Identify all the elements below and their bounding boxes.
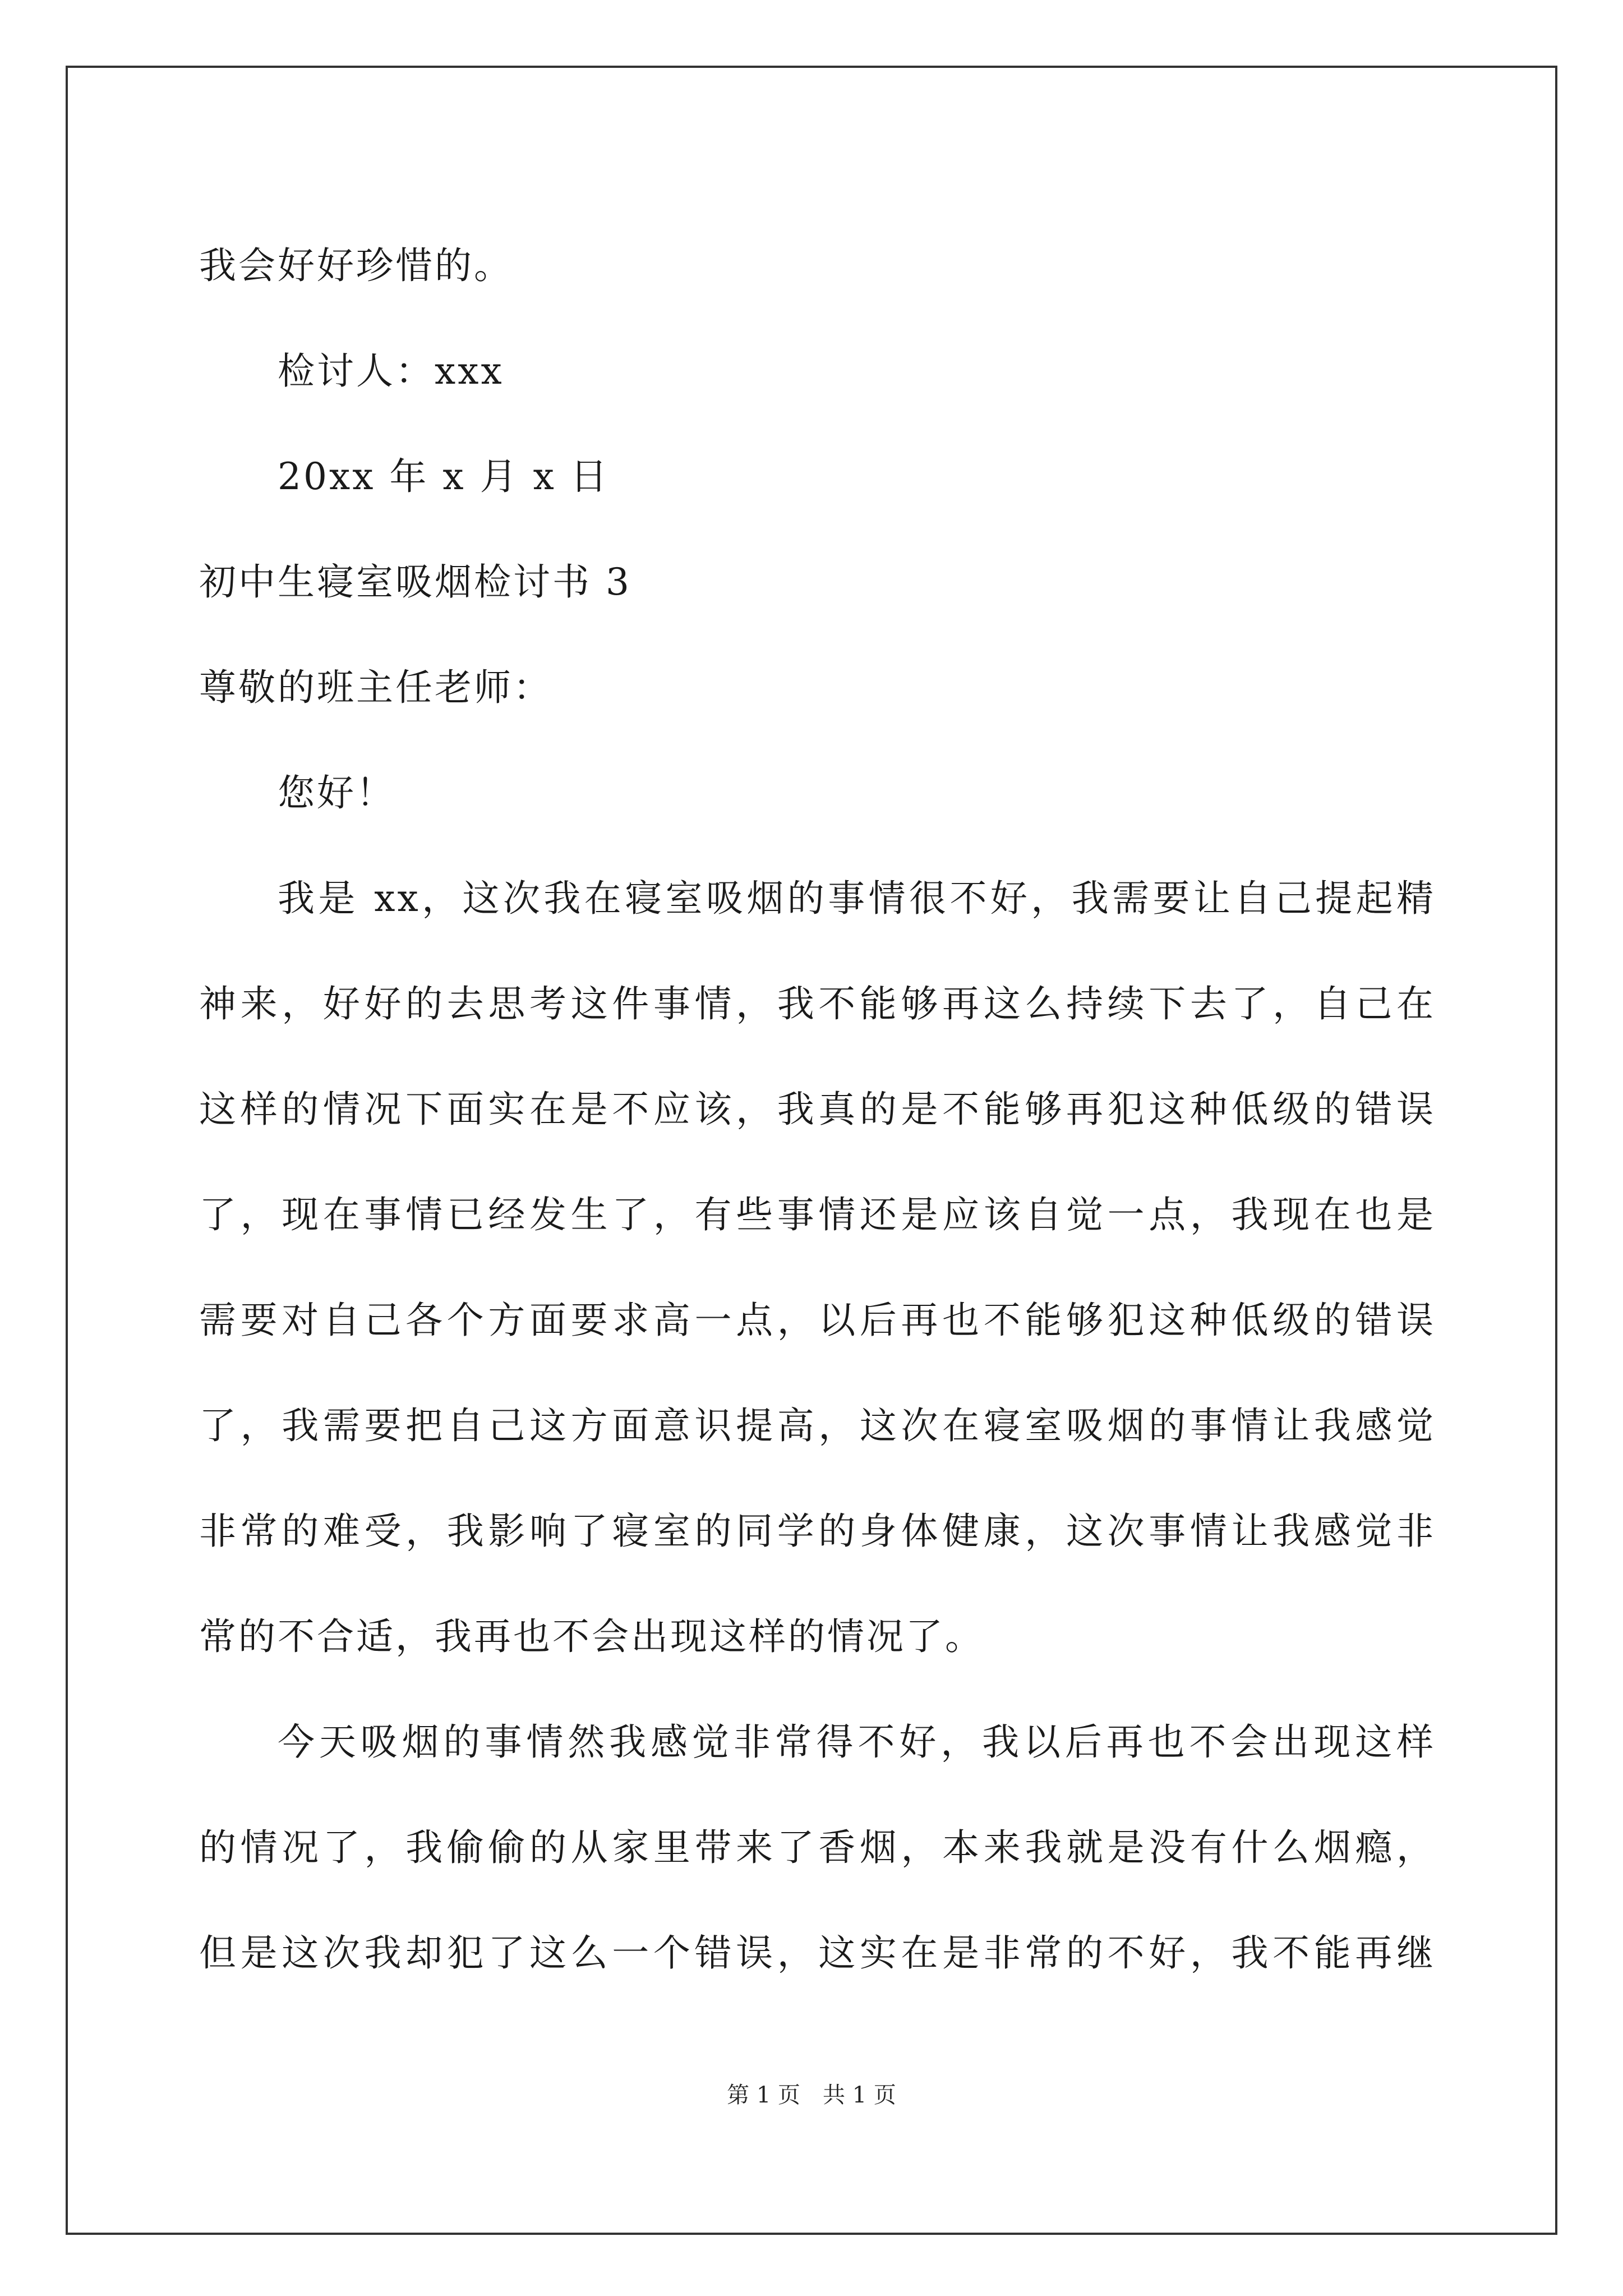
page-footer	[0, 2078, 1623, 2112]
page-number: 第 1 页	[727, 2082, 800, 2108]
text-line: 了，现在事情已经发生了，有些事情还是应该自觉一点，我现在也是	[199, 1193, 1436, 1236]
salutation: 尊敬的班主任老师：	[199, 666, 552, 709]
text-line: 20xx 年 x 月 x 日	[278, 455, 610, 498]
text-line: 我会好好珍惜的。	[199, 244, 513, 287]
text-line: 非常的难受，我影响了寝室的同学的身体健康，这次事情让我感觉非	[199, 1510, 1436, 1553]
text-line: 需要对自己各个方面要求高一点，以后再也不能够犯这种低级的错误	[199, 1299, 1436, 1342]
section-title: 初中生寝室吸烟检讨书 3	[199, 560, 631, 604]
text-line: 神来，好好的去思考这件事情，我不能够再这么持续下去了，自己在	[199, 982, 1436, 1025]
greeting: 您好！	[278, 771, 395, 815]
document-body	[199, 213, 1436, 2006]
text-line: 的情况了，我偷偷的从家里带来了香烟，本来我就是没有什么烟瘾，	[199, 1826, 1436, 1869]
page-total: 共 1 页	[823, 2082, 896, 2108]
text-line: 我是 xx，这次我在寝室吸烟的事情很不好，我需要让自己提起精	[278, 877, 1436, 920]
text-line: 了，我需要把自己这方面意识提高，这次在寝室吸烟的事情让我感觉	[199, 1404, 1436, 1447]
text-line: 常的不合适，我再也不会出现这样的情况了。	[199, 1615, 984, 1658]
text-line: 但是这次我却犯了这么一个错误，这实在是非常的不好，我不能再继	[199, 1931, 1436, 1975]
text-line: 检讨人：xxx	[278, 349, 504, 393]
text-line: 今天吸烟的事情然我感觉非常得不好，我以后再也不会出现这样	[278, 1720, 1436, 1764]
text-line: 这样的情况下面实在是不应该，我真的是不能够再犯这种低级的错误	[199, 1088, 1436, 1131]
